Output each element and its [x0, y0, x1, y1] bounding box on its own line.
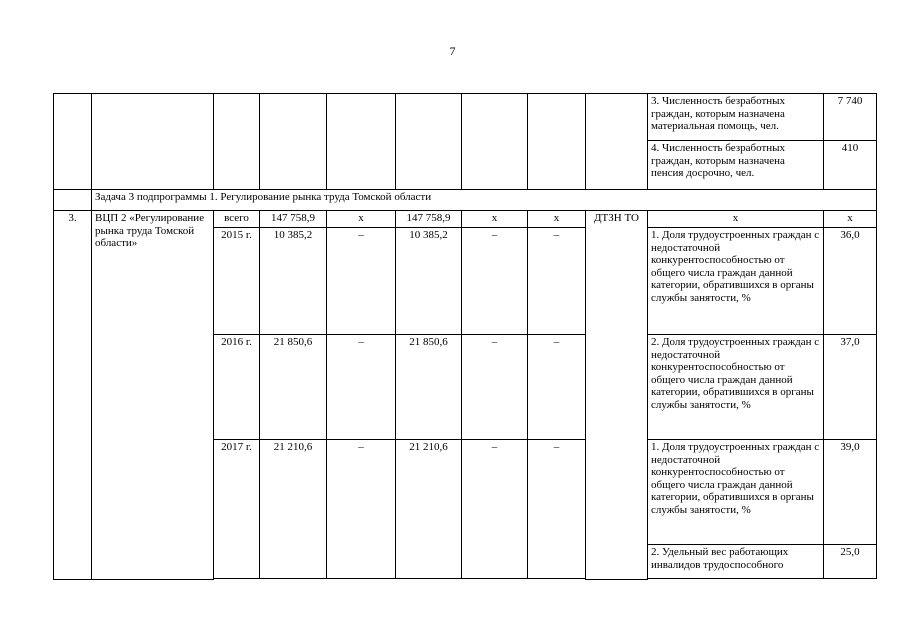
cell-value: 10 385,2: [396, 228, 462, 335]
indicator-value: 36,0: [824, 228, 877, 335]
task-title: Задача 3 подпрограммы 1. Регулирование рынка труда Томской области: [92, 190, 877, 211]
cell-value: –: [327, 440, 396, 579]
table-row: [54, 211, 877, 228]
indicator-value: 37,0: [824, 335, 877, 440]
indicator-value: x: [824, 211, 877, 228]
indicator-value: 39,0: [824, 440, 877, 545]
cell-value: –: [327, 335, 396, 440]
cell-value: –: [462, 440, 528, 579]
cell-value: 10 385,2: [260, 228, 327, 335]
executor: ДТЗН ТО: [586, 211, 648, 580]
indicator-value: 410: [824, 141, 877, 190]
indicator-text: 4. Численность безработных граждан, которым назначена пенсия досрочно, чел.: [648, 141, 824, 190]
indicator-text: 2. Доля трудоустроенных граждан с недостаточной конкурентоспособностью от общего числа граждан данной категории, обратившихся в органы службы занятости, %: [648, 335, 824, 440]
cell-value: –: [462, 335, 528, 440]
cell-value: –: [462, 228, 528, 335]
indicator-text: x: [648, 211, 824, 228]
cell-value: 147 758,9: [260, 211, 327, 228]
table-row: [54, 94, 877, 141]
cell-value: 21 210,6: [396, 440, 462, 579]
period-label: всего: [214, 211, 260, 228]
cell-value: 21 850,6: [260, 335, 327, 440]
cell-value: –: [528, 335, 586, 440]
cell-value: 21 850,6: [396, 335, 462, 440]
program-table: [53, 93, 877, 580]
indicator-value: 7 740: [824, 94, 877, 141]
cell-value: –: [528, 228, 586, 335]
period-label: 2017 г.: [214, 440, 260, 579]
cell-value: x: [462, 211, 528, 228]
task-row: [54, 190, 877, 211]
cell-value: x: [528, 211, 586, 228]
indicator-text: 2. Удельный вес работающих инвалидов трудоспособного: [648, 545, 824, 579]
cell-value: –: [327, 228, 396, 335]
cell-value: 21 210,6: [260, 440, 327, 579]
period-label: 2015 г.: [214, 228, 260, 335]
indicator-text: 3. Численность безработных граждан, которым назначена материальная помощь, чел.: [648, 94, 824, 141]
cell-value: 147 758,9: [396, 211, 462, 228]
cell-value: –: [528, 440, 586, 579]
indicator-text: 1. Доля трудоустроенных граждан с недостаточной конкурентоспособностью от общего числа граждан данной категории, обратившихся в органы службы занятости, %: [648, 440, 824, 545]
indicator-value: 25,0: [824, 545, 877, 579]
row-number: 3.: [54, 211, 92, 580]
page-number: 7: [449, 44, 456, 58]
program-name: ВЦП 2 «Регулирование рынка труда Томской области»: [92, 211, 214, 580]
cell-value: x: [327, 211, 396, 228]
period-label: 2016 г.: [214, 335, 260, 440]
indicator-text: 1. Доля трудоустроенных граждан с недостаточной конкурентоспособностью от общего числа граждан данной категории, обратившихся в органы службы занятости, %: [648, 228, 824, 335]
